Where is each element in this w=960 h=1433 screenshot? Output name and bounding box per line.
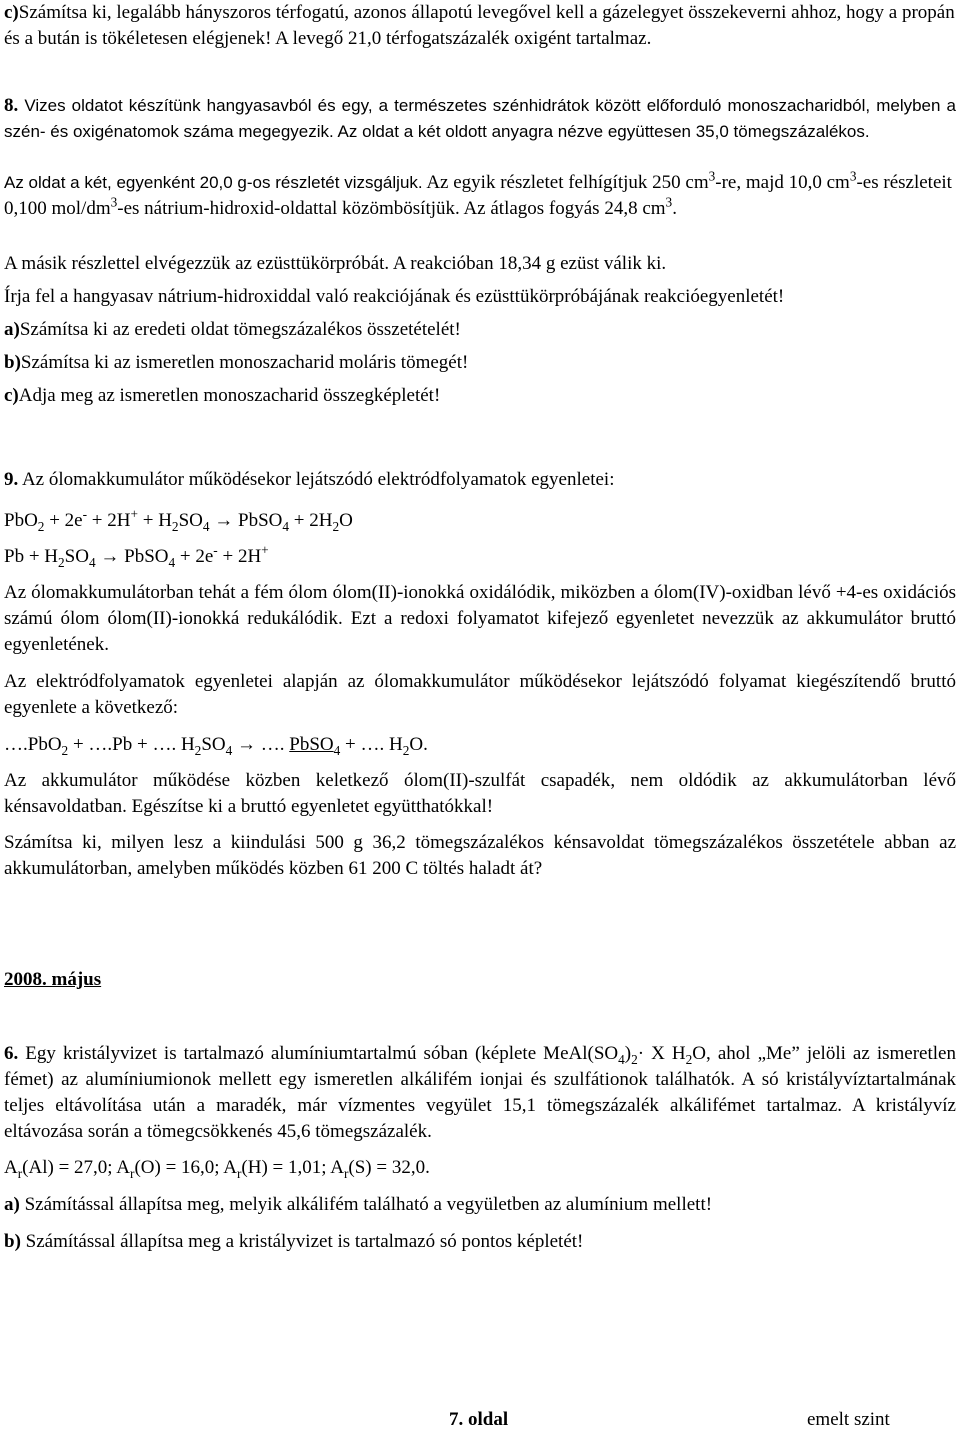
section-date: 2008. május bbox=[4, 969, 102, 990]
subscript: 2 bbox=[332, 518, 340, 534]
task8-question-b bbox=[4, 350, 956, 376]
question-label: b) bbox=[4, 1231, 21, 1252]
eq-part: ….PbO bbox=[4, 734, 62, 755]
subscript: r bbox=[130, 1165, 135, 1181]
eq-part: SO bbox=[64, 546, 89, 567]
ar-part: (S) = 32,0. bbox=[348, 1157, 430, 1178]
eq-part: O. bbox=[409, 734, 428, 755]
equation-overall bbox=[4, 732, 956, 758]
eq-part: SO bbox=[201, 734, 226, 755]
superscript: + bbox=[130, 506, 138, 522]
question-text: Számítással állapítsa meg a kristályvizet is tartalmazó só pontos képletét! bbox=[20, 1231, 584, 1252]
task-text: Vizes oldatot készítünk hangyasavból és egy, a természetes szénhidrátok között előforduló monoszacharidból, melyben a szén- és oxigénatomok száma megegyezik. Az oldat a két oldott anyagra nézve együttesen 35,0 tömegszázalékos. bbox=[4, 96, 956, 141]
eq-part: + 2e bbox=[175, 546, 214, 567]
task9-paragraph-4: Számítsa ki, milyen lesz a kiindulási 500 g 36,2 tömegszázalékos kénsavoldat tömegszázalékos összetétele abban az akkumulátorban, amelyben működés közben 61 200 C töltés haladt át? bbox=[4, 832, 956, 879]
subscript: r bbox=[17, 1165, 23, 1181]
subscript: 4 bbox=[282, 518, 290, 534]
question-label: c) bbox=[4, 2, 19, 23]
eq-part: + ….Pb + …. H bbox=[68, 734, 195, 755]
superscript: 3 bbox=[708, 168, 716, 184]
subscript: r bbox=[236, 1165, 242, 1181]
task8-question-c bbox=[4, 383, 956, 409]
eq-part: → PbSO bbox=[95, 546, 169, 567]
subscript: 4 bbox=[225, 742, 233, 758]
superscript: - bbox=[82, 506, 88, 522]
task8-silver-mirror: A másik részlettel elvégezzük az ezüsttükörpróbát. A reakcióban 18,34 g ezüst válik ki. bbox=[4, 253, 667, 274]
task-number: 9. bbox=[4, 469, 19, 490]
eq-part: + …. H bbox=[340, 734, 403, 755]
question-text: Számítsa ki az ismeretlen monoszacharid moláris tömegét! bbox=[20, 352, 469, 373]
subscript: 2 bbox=[37, 518, 45, 534]
task-text: Az ólomakkumulátor működésekor lejátszódó elektródfolyamatok egyenletei: bbox=[18, 469, 615, 490]
subscript: 2 bbox=[58, 554, 65, 570]
question-label: c) bbox=[4, 385, 19, 406]
eq-underlined bbox=[289, 734, 341, 758]
procedure-text: Az oldat a két, egyenként 20,0 g-os részletét vizsgáljuk. bbox=[4, 173, 423, 192]
eq-part: SO bbox=[178, 510, 203, 531]
eq-part: → …. bbox=[232, 734, 290, 755]
page-number: 7. oldal bbox=[449, 1409, 509, 1430]
task-text: O, ahol „Me” jelöli az ismeretlen fémet) az alumíniumionok mellett egy ismeretlen alkálifém ionjai és szulfátionok találhatók. A só kristályvíztartalmának teljes eltávolítása után a maradék, már vízmentes vegyület 15,1 tömegszázalék alkálifémet tartalmaz. A kristályvíz eltávozása során a tömegcsökkenés 45,6 tömegszázalék. bbox=[4, 1043, 956, 1142]
task7-question-c bbox=[4, 0, 956, 52]
eq-part: + 2e bbox=[44, 510, 83, 531]
subscript: 2 bbox=[171, 518, 179, 534]
superscript: 3 bbox=[849, 168, 857, 184]
question-text: Számítsa ki az eredeti oldat tömegszázalékos összetételét! bbox=[19, 319, 461, 340]
task6-intro bbox=[4, 1041, 956, 1145]
task-number: 8. bbox=[4, 95, 19, 116]
relative-atomic-masses bbox=[4, 1155, 956, 1181]
task8-intro bbox=[4, 93, 956, 145]
task9-paragraph-2: Az elektródfolyamatok egyenletei alapján az ólomakkumulátor működésekor lejátszódó folyamat kiegészítendő bruttó egyenlete a következő: bbox=[4, 671, 956, 718]
task8-question-a bbox=[4, 317, 956, 343]
eq-part: PbSO bbox=[289, 734, 334, 755]
equation-anode bbox=[4, 544, 956, 570]
subscript: 2 bbox=[194, 742, 202, 758]
subscript: 4 bbox=[202, 518, 210, 534]
text-run: . bbox=[672, 198, 677, 219]
question-text: Adja meg az ismeretlen monoszacharid összegképletét! bbox=[18, 385, 441, 406]
ar-part: (Al) = 27,0; A bbox=[22, 1157, 130, 1178]
superscript: - bbox=[213, 542, 218, 558]
question-label: a) bbox=[4, 1194, 20, 1215]
ar-part: (O) = 16,0; A bbox=[134, 1157, 237, 1178]
task-text: · X H bbox=[637, 1043, 686, 1064]
subscript: 2 bbox=[61, 742, 69, 758]
task-text: ) bbox=[624, 1043, 632, 1064]
subscript: 4 bbox=[618, 1051, 625, 1067]
superscript: 3 bbox=[665, 194, 673, 210]
eq-part: Pb + H bbox=[4, 546, 59, 567]
ar-part: (H) = 1,01; A bbox=[241, 1157, 344, 1178]
superscript: + bbox=[261, 542, 269, 558]
eq-part: + 2H bbox=[217, 546, 262, 567]
eq-part: + 2H bbox=[289, 510, 333, 531]
subscript: 4 bbox=[168, 554, 176, 570]
task6-question-a bbox=[4, 1192, 956, 1218]
task6-question-b bbox=[4, 1229, 956, 1255]
question-label: b) bbox=[4, 352, 21, 373]
text-run: Az egyik részletet felhígítjuk 250 cm bbox=[422, 172, 709, 193]
subscript: 2 bbox=[402, 742, 410, 758]
text-run: -es nátrium-hidroxid-oldattal közömbösítjük. Az átlagos fogyás 24,8 cm bbox=[117, 198, 666, 219]
task9-intro bbox=[4, 467, 956, 493]
ar-part: A bbox=[4, 1157, 18, 1178]
subscript: r bbox=[343, 1165, 349, 1181]
equation-cathode bbox=[4, 508, 956, 534]
task8-procedure bbox=[4, 170, 956, 222]
question-text: Számítással állapítsa meg, melyik alkálifém található a vegyületben az alumínium mellett! bbox=[19, 1194, 713, 1215]
subscript: 4 bbox=[333, 742, 341, 758]
subscript: 2 bbox=[685, 1051, 693, 1067]
eq-part: → PbSO bbox=[209, 510, 283, 531]
eq-part: + 2H bbox=[87, 510, 131, 531]
subscript: 4 bbox=[88, 554, 96, 570]
task-number: 6. bbox=[4, 1043, 19, 1064]
task-text: Egy kristályvizet is tartalmazó alumíniumtartalmú sóban (képlete MeAl(SO bbox=[18, 1043, 619, 1064]
task9-paragraph-3: Az akkumulátor működése közben keletkező ólom(II)-szulfát csapadék, nem oldódik az akkumulátorban lévő kénsavoldatban. Egészítse ki a bruttó egyenletet együtthatókkal! bbox=[4, 770, 956, 817]
task9-paragraph-1: Az ólomakkumulátorban tehát a fém ólom ólom(II)-ionokká oxidálódik, miközben a ólom(IV)-oxidban lévő +4-es oxidációs számú ólom ólom(II)-ionokká redukálódik. Ezt a redoxi folyamatot kifejező egyenletet nevezzük az akkumulátor bruttó egyenletének. bbox=[4, 582, 956, 655]
exam-level: emelt szint bbox=[807, 1409, 890, 1430]
eq-part: PbO bbox=[4, 510, 38, 531]
text-run: -re, majd 10,0 cm bbox=[715, 172, 850, 193]
text-run: -es részleteit 0,100 mol/dm bbox=[4, 172, 952, 219]
eq-part: O bbox=[339, 510, 353, 531]
subscript: 2 bbox=[631, 1051, 638, 1067]
question-label: a) bbox=[4, 319, 20, 340]
question-text: Számítsa ki, legalább hányszoros térfogatú, azonos állapotú levegővel kell a gázelegyet összekeverni ahhoz, hogy a propán és a bután is tökéletesen elégjenek! A levegő 21,0 térfogatszázalék oxigént tartalmaz. bbox=[4, 2, 955, 49]
eq-part: + H bbox=[137, 510, 172, 531]
superscript: 3 bbox=[110, 194, 118, 210]
task8-write-equations: Írja fel a hangyasav nátrium-hidroxiddal való reakciójának és ezüsttükörpróbájának reakcióegyenletét! bbox=[4, 286, 785, 307]
